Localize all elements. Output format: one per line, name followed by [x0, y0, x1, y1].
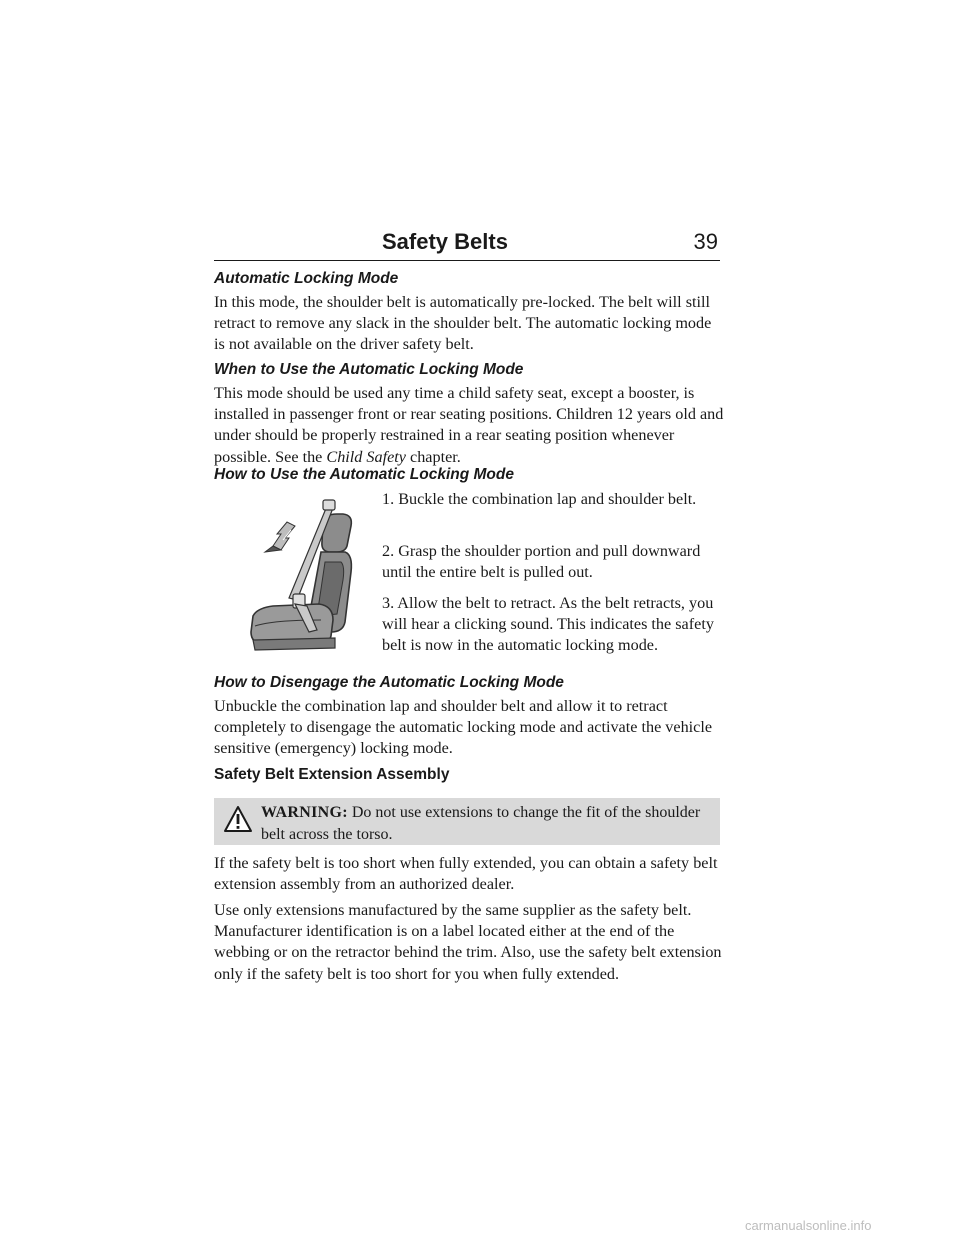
warning-triangle-icon	[223, 805, 253, 833]
paragraph-when-part-1: This mode should be used any time a child safety seat, except a booster, is installed in passenger front or rear seating positions. Children 12 years old and under should be properly restrained in a rear seating position whenever possible. See the	[214, 384, 724, 466]
step-2: 2. Grasp the shoulder portion and pull downward until the entire belt is pulled out.	[382, 542, 701, 582]
heading-automatic-locking-mode: Automatic Locking Mode	[214, 270, 399, 287]
paragraph-extension-2: Use only extensions manufactured by the same supplier as the safety belt. Manufacturer identification is on a label located either at the end of the webbing or on the retractor behind the trim. Also, use the safety belt extension only if the safety belt is too short for you when fully extended.	[214, 901, 722, 983]
warning-label: WARNING:	[261, 804, 348, 821]
page-title: Safety Belts	[382, 229, 508, 254]
paragraph-extension-1: If the safety belt is too short when fully extended, you can obtain a safety belt extension assembly from an authorized dealer.	[214, 854, 718, 894]
chapter-reference: Child Safety	[326, 447, 406, 466]
paragraph-when-part-2: chapter.	[405, 447, 461, 466]
paragraph-alm: In this mode, the shoulder belt is automatically pre-locked. The belt will still retract to remove any slack in the shoulder belt. The automatic locking mode is not available on the driver safety belt.	[214, 293, 712, 354]
watermark: carmanualsonline.info	[745, 1218, 872, 1233]
heading-how-to-disengage: How to Disengage the Automatic Locking Mode	[214, 674, 564, 691]
seat-belt-illustration	[243, 492, 379, 652]
page-number: 39	[693, 229, 718, 254]
warning-text	[261, 802, 711, 845]
warning-box	[214, 798, 720, 845]
warning-message: Do not use extensions to change the fit of the shoulder belt across the torso.	[261, 804, 701, 843]
step-3: 3. Allow the belt to retract. As the belt retracts, you will hear a clicking sound. This indicates the safety belt is now in the automatic locking mode.	[382, 594, 714, 655]
heading-how-to-use: How to Use the Automatic Locking Mode	[214, 466, 514, 483]
step-1: 1. Buckle the combination lap and shoulder belt.	[382, 490, 697, 508]
heading-when-to-use: When to Use the Automatic Locking Mode	[214, 361, 524, 378]
paragraph-disengage: Unbuckle the combination lap and shoulder belt and allow it to retract completely to disengage the automatic locking mode and activate the vehicle sensitive (emergency) locking mode.	[214, 697, 713, 758]
page-header	[214, 226, 720, 261]
heading-extension-assembly: Safety Belt Extension Assembly	[214, 766, 450, 783]
paragraph-when-to-use	[214, 383, 724, 468]
